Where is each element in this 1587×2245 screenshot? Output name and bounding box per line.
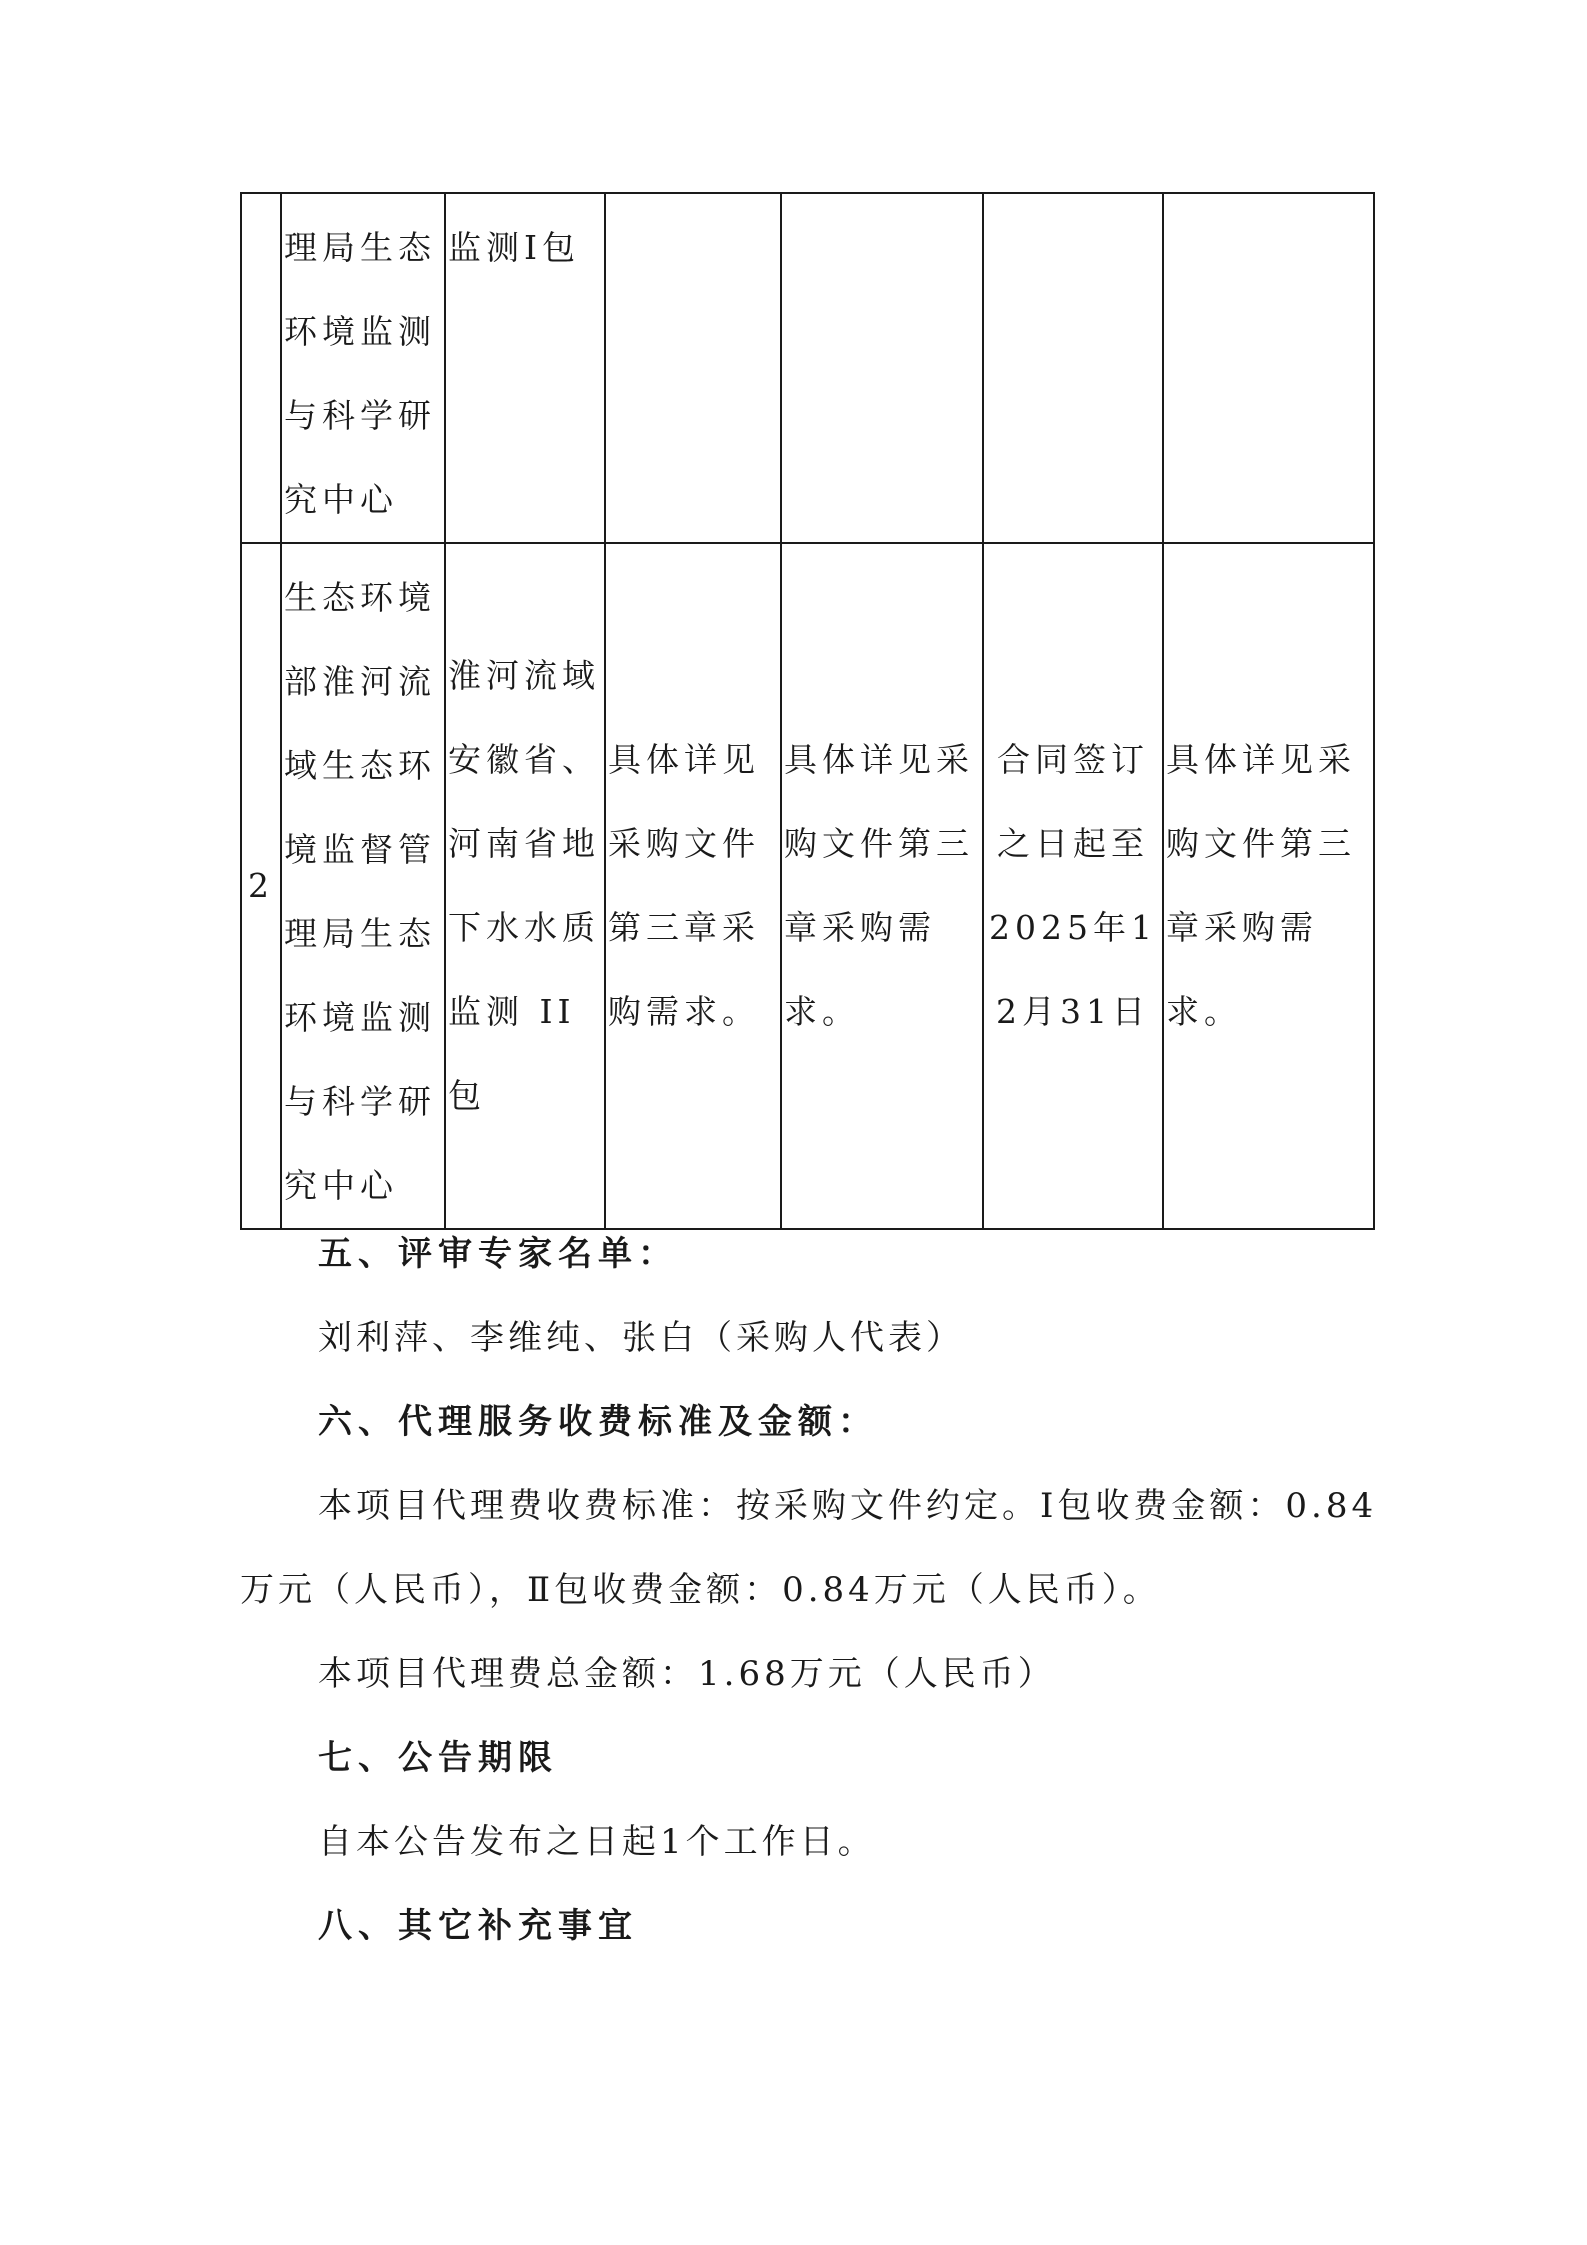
cell-no bbox=[241, 193, 281, 543]
section-5-title: 五、评审专家名单： bbox=[318, 1234, 678, 1274]
cell-requirement bbox=[781, 193, 983, 543]
cell-project: 淮河流域安徽省、河南省地下水水质监测 II 包 bbox=[445, 543, 605, 1229]
section-5-text: 刘利萍、李维纯、张白（采购人代表） bbox=[318, 1318, 964, 1358]
cell-purchaser: 生态环境部淮河流域生态环境监督管理局生态环境监测与科学研究中心 bbox=[281, 543, 445, 1229]
table-row bbox=[241, 193, 1374, 543]
cell-project: 监测Ⅰ包 bbox=[445, 193, 605, 543]
cell-period bbox=[983, 193, 1163, 543]
cell-purchaser: 理局生态环境监测与科学研究中心 bbox=[281, 193, 445, 543]
section-7-text: 自本公告发布之日起1个工作日。 bbox=[318, 1822, 876, 1862]
cell-no: 2 bbox=[241, 543, 281, 1229]
section-7-title: 七、公告期限 bbox=[318, 1738, 558, 1778]
cell-scope bbox=[605, 193, 781, 543]
cell-period: 合同签订之日起至2025年12月31日 bbox=[983, 543, 1163, 1229]
cell-scope: 具体详见采购文件第三章采购需求。 bbox=[605, 543, 781, 1229]
cell-requirement: 具体详见采购文件第三章采购需求。 bbox=[781, 543, 983, 1229]
section-6-title: 六、代理服务收费标准及金额： bbox=[318, 1402, 878, 1442]
section-6-line-2: 万元（人民币），Ⅱ包收费金额：0.84万元（人民币）。 bbox=[240, 1570, 1161, 1610]
section-6-line-3: 本项目代理费总金额：1.68万元（人民币） bbox=[318, 1654, 1056, 1694]
table-row bbox=[241, 543, 1374, 1229]
award-table bbox=[240, 192, 1375, 1230]
section-8-title: 八、其它补充事宜 bbox=[318, 1906, 638, 1946]
cell-standard bbox=[1163, 193, 1374, 543]
section-6-line-1: 本项目代理费收费标准：按采购文件约定。Ⅰ包收费金额：0.84 bbox=[318, 1486, 1378, 1526]
cell-standard: 具体详见采购文件第三章采购需求。 bbox=[1163, 543, 1374, 1229]
